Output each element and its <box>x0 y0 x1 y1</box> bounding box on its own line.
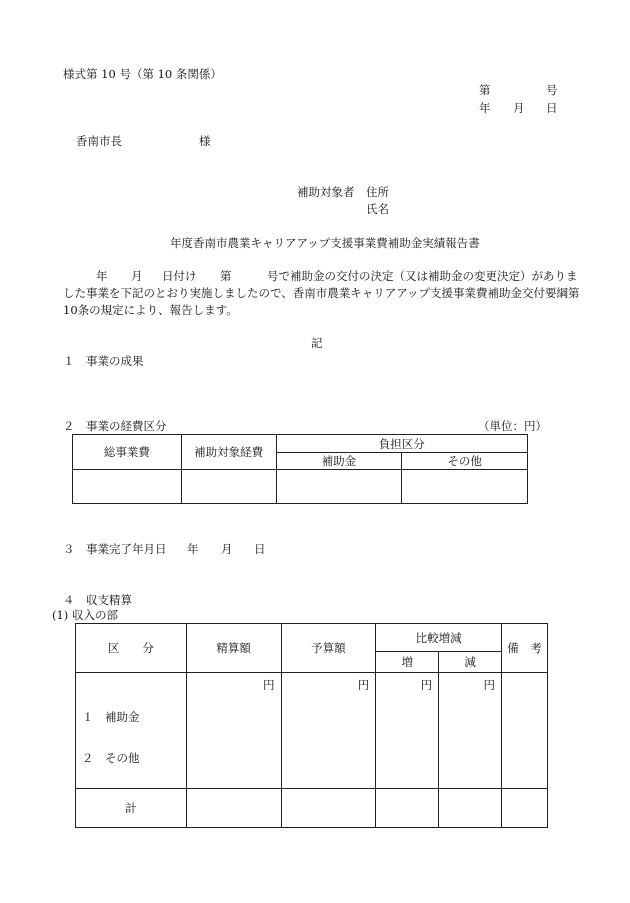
cost-burden-header: 負担区分 <box>276 435 527 453</box>
cost-total-cell <box>73 470 182 504</box>
budget-yen: 円 <box>281 673 376 789</box>
cost-total-header: 総事業費 <box>73 435 182 470</box>
body-line2: した事業を下記のとおり実施しましたので、香南市農業キャリアアップ支援事業費補助金交付要綱第 <box>63 286 580 300</box>
body-day: 日付け <box>162 269 197 283</box>
body-line3: 10条の規定により、報告します。 <box>63 303 238 317</box>
income-row-subsidy: １ 補助金 <box>82 710 140 724</box>
income-rows-label-cell <box>76 673 187 789</box>
body-year: 年 <box>96 269 108 283</box>
completion-year: 年 <box>187 542 199 556</box>
section-1-heading: １ 事業の成果 <box>63 354 144 368</box>
completion-day: 日 <box>254 542 266 556</box>
cost-eligible-header: 補助対象経費 <box>181 435 276 470</box>
date-year: 年 <box>479 101 491 115</box>
income-comparison-header: 比較増減 <box>376 624 502 652</box>
settled-yen: 円 <box>186 673 281 789</box>
doc-number-suffix: 号 <box>546 83 558 97</box>
cost-other-cell <box>402 470 528 504</box>
applicant-role: 補助対象者 <box>297 185 355 199</box>
income-subheading: (1) 収入の部 <box>52 608 118 622</box>
income-increase-header: 増 <box>376 652 439 673</box>
decrease-total-cell <box>439 789 502 828</box>
applicant-address-label: 住所 <box>366 185 389 199</box>
applicant-name-label: 氏名 <box>366 202 389 216</box>
date-month: 月 <box>513 101 525 115</box>
section-4-heading: ４ 収支精算 <box>63 593 132 607</box>
body-month: 月 <box>131 269 143 283</box>
section-3-heading: ３ 事業完了年月日 <box>63 542 167 556</box>
budget-total-cell <box>281 789 376 828</box>
cost-table <box>72 434 528 504</box>
section-2-heading: ２ 事業の経費区分 <box>63 419 167 433</box>
income-settled-header: 精算額 <box>186 624 281 673</box>
income-budget-header: 予算額 <box>281 624 376 673</box>
income-category-header: 区 分 <box>76 624 187 673</box>
form-number: 様式第 10 号（第 10 条関係） <box>63 67 222 81</box>
income-total-label: 計 <box>76 789 187 828</box>
increase-total-cell <box>376 789 439 828</box>
settled-total-cell <box>186 789 281 828</box>
remarks-total-cell <box>502 789 548 828</box>
addressee-honorific: 様 <box>199 134 211 148</box>
decrease-yen: 円 <box>439 673 502 789</box>
date-day: 日 <box>546 101 558 115</box>
income-table <box>75 623 548 828</box>
cost-subsidy-cell <box>276 470 402 504</box>
cost-eligible-cell <box>181 470 276 504</box>
ki-heading: 記 <box>311 336 323 350</box>
body-no: 第 <box>220 269 232 283</box>
cost-other-header: その他 <box>402 453 528 470</box>
remarks-cell <box>502 673 548 789</box>
body-line1-rest: 号で補助金の交付の決定（又は補助金の変更決定）がありま <box>267 269 578 283</box>
document-title: 年度香南市農業キャリアアップ支援事業費補助金実績報告書 <box>170 236 480 250</box>
income-decrease-header: 減 <box>439 652 502 673</box>
unit-label: （単位：円） <box>478 419 547 433</box>
doc-number-prefix: 第 <box>479 83 491 97</box>
increase-yen: 円 <box>376 673 439 789</box>
income-remarks-header: 備 考 <box>502 624 548 673</box>
addressee-name: 香南市長 <box>76 134 122 148</box>
cost-subsidy-header: 補助金 <box>276 453 402 470</box>
income-row-other: ２ その他 <box>82 751 140 765</box>
completion-month: 月 <box>221 542 233 556</box>
